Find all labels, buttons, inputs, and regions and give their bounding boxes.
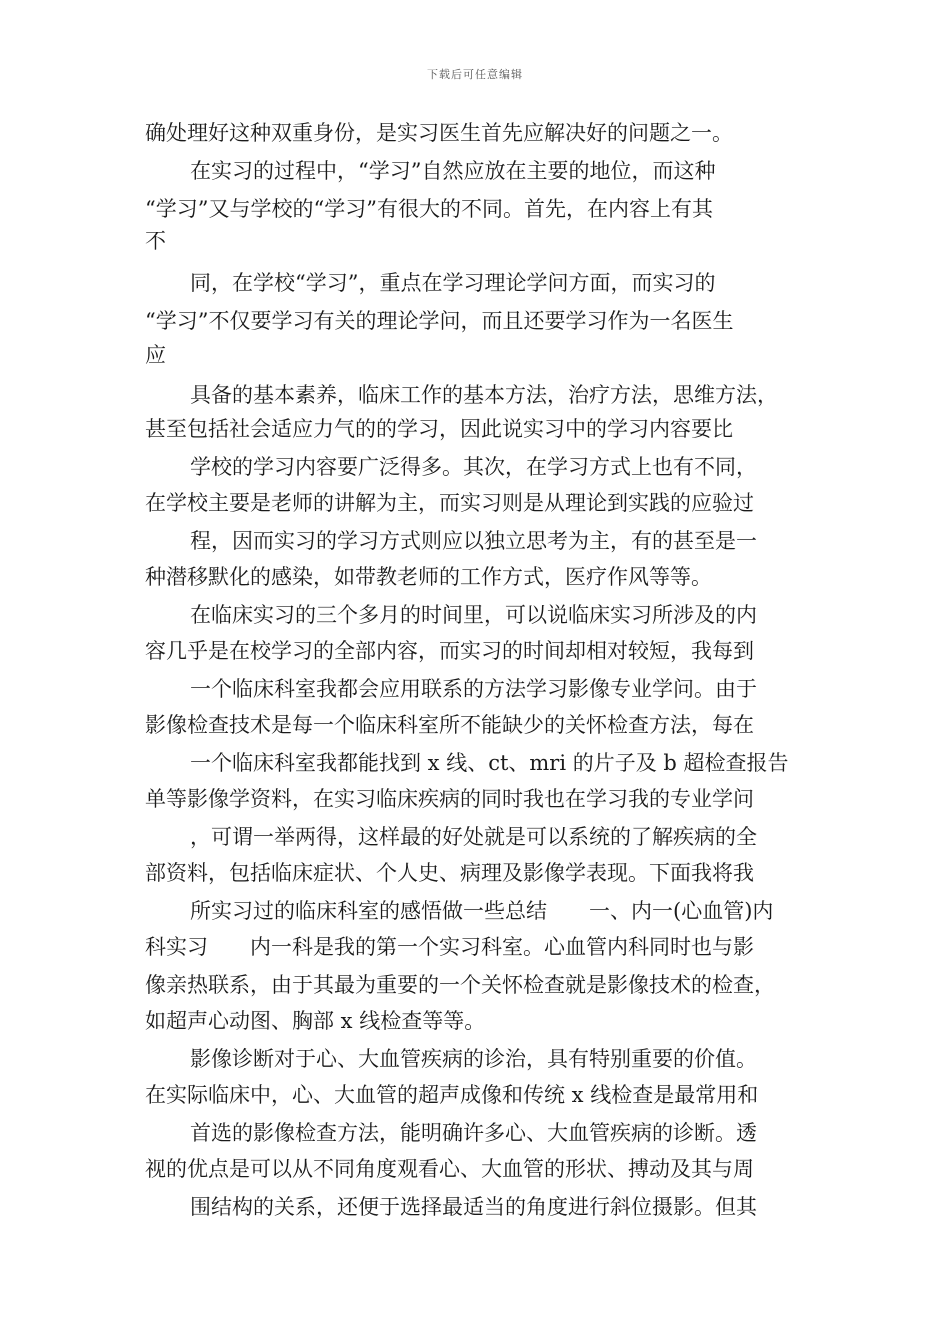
text-line: 如超声心动图、胸部 x 线检查等等。 [145,1009,486,1033]
text-line: 同，在学校“学习”，重点在学习理论学问方面，而实习的 [190,271,716,295]
text-line: 甚至包括社会适应力气的的学习，因此说实习中的学习内容要比 [145,417,733,441]
text-line: 一个临床科室我都会应用联系的方法学习影像专业学问。由于 [190,677,757,701]
text-line: 容几乎是在校学习的全部内容，而实习的时间却相对较短，我每到 [145,639,754,663]
text-line: ，可谓一举两得，这样最的好处就是可以系统的了解疾病的全 [190,825,757,849]
text-line: 种潜移默化的感染，如带教老师的工作方式，医疗作风等等。 [145,565,712,589]
text-line: 在实习的过程中，“学习”自然应放在主要的地位，而这种 [190,159,716,183]
text-line: 首选的影像检查方法，能明确许多心、大血管疾病的诊断。透 [190,1121,757,1145]
text-line: 一个临床科室我都能找到 x 线、ct、mri 的片子及 b 超检查报告 [190,751,789,775]
text-line: 程，因而实习的学习方式则应以独立思考为主，有的甚至是一 [190,529,757,553]
text-line: 单等影像学资料，在实习临床疾病的同时我也在学习我的专业学问 [145,787,754,811]
text-line: 围结构的关系，还便于选择最适当的角度进行斜位摄影。但其 [190,1195,757,1219]
text-line: 学校的学习内容要广泛得多。其次，在学习方式上也有不同， [190,455,757,479]
text-line: 具备的基本素养，临床工作的基本方法，治疗方法，思维方法， [190,383,778,407]
text-line: 在学校主要是老师的讲解为主，而实习则是从理论到实践的应验过 [145,491,754,515]
text-line: 科实习 内一科是我的第一个实习科室。心血管内科同时也与影 [145,935,754,959]
text-line: 确处理好这种双重身份，是实习医生首先应解决好的问题之一。 [145,121,733,145]
text-line: 在临床实习的三个多月的时间里，可以说临床实习所涉及的内 [190,603,757,627]
text-line: 视的优点是可以从不同角度观看心、大血管的形状、搏动及其与周 [145,1157,754,1181]
text-line: 在实际临床中，心、大血管的超声成像和传统 x 线检查是最常用和 [145,1083,759,1107]
text-line: 影像检查技术是每一个临床科室所不能缺少的关怀检查方法，每在 [145,713,754,737]
text-line: 部资料，包括临床症状、个人史、病理及影像学表现。下面我将我 [145,861,754,885]
text-line: 影像诊断对于心、大血管疾病的诊治，具有特别重要的价值。 [190,1047,757,1071]
text-line: “学习”不仅要学习有关的理论学问，而且还要学习作为一名医生 [145,309,734,333]
text-line: “学习”又与学校的“学习”有很大的不同。首先，在内容上有其 [145,197,713,221]
text-line: 所实习过的临床科室的感悟做一些总结 一、内一(心血管)内 [190,899,774,923]
text-line: 应 [145,343,166,367]
text-line: 不 [145,229,166,253]
page-header: 下载后可任意编辑 [427,68,523,81]
text-line: 像亲热联系，由于其最为重要的一个关怀检查就是影像技术的检查， [145,973,775,997]
